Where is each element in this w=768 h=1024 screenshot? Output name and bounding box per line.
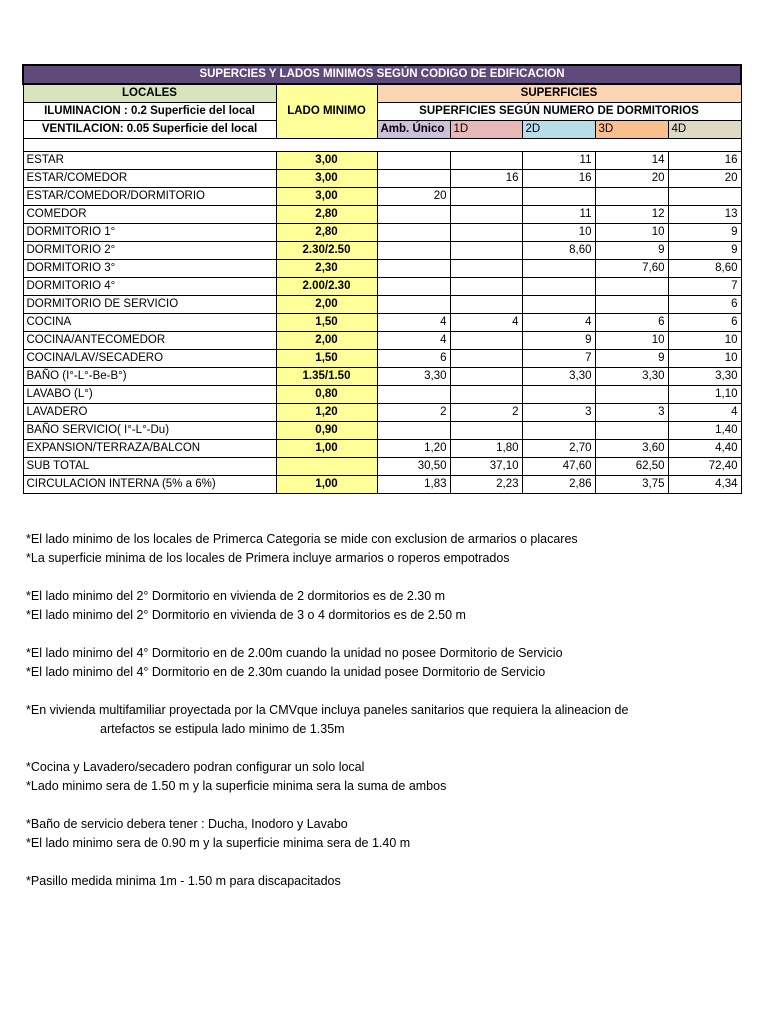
value-cell — [377, 422, 450, 440]
local-cell: COCINA/ANTECOMEDOR — [23, 332, 276, 350]
value-cell — [377, 206, 450, 224]
local-cell: DORMITORIO 1° — [23, 224, 276, 242]
value-cell: 3,30 — [595, 368, 668, 386]
value-cell — [595, 422, 668, 440]
value-cell: 9 — [668, 242, 741, 260]
value-cell — [450, 206, 522, 224]
lado-cell: 3,00 — [276, 170, 377, 188]
locales-header: LOCALES — [23, 84, 276, 103]
value-cell: 9 — [595, 350, 668, 368]
value-cell — [377, 386, 450, 404]
local-cell: DORMITORIO 3° — [23, 260, 276, 278]
lado-cell: 0,90 — [276, 422, 377, 440]
lado-cell: 1.35/1.50 — [276, 368, 377, 386]
note: *El lado minimo del 2° Dormitorio en vivienda de 3 o 4 dormitorios es de 2.50 m — [26, 608, 466, 622]
value-cell — [450, 368, 522, 386]
table-row — [23, 440, 741, 458]
value-cell: 4 — [450, 314, 522, 332]
value-cell: 72,40 — [668, 458, 741, 476]
value-cell: 3,30 — [377, 368, 450, 386]
table-row — [23, 350, 741, 368]
table-row — [23, 314, 741, 332]
value-cell — [522, 422, 595, 440]
iluminacion-label: ILUMINACION : 0.2 Superficie del local — [23, 103, 276, 121]
value-cell: 3,60 — [595, 440, 668, 458]
value-cell — [595, 188, 668, 206]
value-cell — [450, 350, 522, 368]
local-cell: EXPANSION/TERRAZA/BALCON — [23, 440, 276, 458]
value-cell: 16 — [522, 170, 595, 188]
note: *La superficie minima de los locales de Primera incluye armarios o roperos empotrados — [26, 551, 510, 565]
lado-cell: 1,20 — [276, 404, 377, 422]
lado-cell: 2.30/2.50 — [276, 242, 377, 260]
value-cell: 7 — [668, 278, 741, 296]
note: *El lado minimo de los locales de Primerca Categoria se mide con exclusion de armarios o placares — [26, 532, 578, 546]
local-cell: DORMITORIO DE SERVICIO — [23, 296, 276, 314]
superficies-table — [22, 64, 742, 494]
value-cell — [595, 386, 668, 404]
value-cell: 3,30 — [522, 368, 595, 386]
value-cell — [450, 332, 522, 350]
local-cell: SUB TOTAL — [23, 458, 276, 476]
local-cell: DORMITORIO 2° — [23, 242, 276, 260]
table-row — [23, 296, 741, 314]
value-cell: 4,40 — [668, 440, 741, 458]
value-cell — [450, 188, 522, 206]
value-cell: 30,50 — [377, 458, 450, 476]
lado-cell: 1,00 — [276, 440, 377, 458]
table-title: SUPERCIES Y LADOS MINIMOS SEGÚN CODIGO DE EDIFICACION — [23, 65, 741, 84]
note: *El lado minimo del 2° Dormitorio en vivienda de 2 dormitorios es de 2.30 m — [26, 589, 446, 603]
value-cell: 8,60 — [522, 242, 595, 260]
value-cell — [450, 260, 522, 278]
lado-cell: 3,00 — [276, 152, 377, 170]
value-cell: 7 — [522, 350, 595, 368]
local-cell: LAVADERO — [23, 404, 276, 422]
value-cell: 12 — [595, 206, 668, 224]
value-cell — [595, 296, 668, 314]
value-cell: 47,60 — [522, 458, 595, 476]
note: *El lado minimo del 4° Dormitorio en de 2.00m cuando la unidad no posee Dormitorio de Servicio — [26, 646, 563, 660]
value-cell — [377, 278, 450, 296]
value-cell: 3 — [522, 404, 595, 422]
value-cell: 2,23 — [450, 476, 522, 494]
value-cell: 10 — [668, 350, 741, 368]
value-cell — [450, 152, 522, 170]
value-cell: 20 — [668, 170, 741, 188]
value-cell: 14 — [595, 152, 668, 170]
table-body — [23, 152, 741, 494]
value-cell — [377, 224, 450, 242]
value-cell — [377, 296, 450, 314]
lado-cell: 2,80 — [276, 224, 377, 242]
value-cell — [522, 188, 595, 206]
lado-cell: 1,00 — [276, 476, 377, 494]
value-cell: 11 — [522, 206, 595, 224]
table-row — [23, 260, 741, 278]
value-cell: 3 — [595, 404, 668, 422]
value-cell: 2 — [450, 404, 522, 422]
value-cell: 10 — [668, 332, 741, 350]
table-row — [23, 278, 741, 296]
value-cell: 1,40 — [668, 422, 741, 440]
col-amb-unico: Amb. Único — [377, 121, 450, 139]
value-cell: 2,70 — [522, 440, 595, 458]
value-cell — [450, 386, 522, 404]
value-cell — [522, 260, 595, 278]
value-cell: 4 — [377, 314, 450, 332]
value-cell: 6 — [668, 296, 741, 314]
value-cell: 1,80 — [450, 440, 522, 458]
value-cell — [450, 242, 522, 260]
value-cell — [377, 170, 450, 188]
lado-cell — [276, 458, 377, 476]
value-cell: 8,60 — [668, 260, 741, 278]
note: *Baño de servicio debera tener : Ducha, Inodoro y Lavabo — [26, 817, 348, 831]
table-row — [23, 386, 741, 404]
value-cell: 20 — [595, 170, 668, 188]
value-cell: 62,50 — [595, 458, 668, 476]
table-row — [23, 206, 741, 224]
local-cell: ESTAR/COMEDOR — [23, 170, 276, 188]
value-cell — [668, 188, 741, 206]
value-cell: 9 — [595, 242, 668, 260]
table-row — [23, 242, 741, 260]
local-cell: ESTAR/COMEDOR/DORMITORIO — [23, 188, 276, 206]
local-cell: BAÑO (I°-L°-Be-B°) — [23, 368, 276, 386]
local-cell: COMEDOR — [23, 206, 276, 224]
value-cell: 13 — [668, 206, 741, 224]
value-cell — [377, 242, 450, 260]
value-cell — [377, 152, 450, 170]
lado-cell: 2.00/2.30 — [276, 278, 377, 296]
value-cell: 1,10 — [668, 386, 741, 404]
lado-cell: 2,30 — [276, 260, 377, 278]
local-cell: COCINA/LAV/SECADERO — [23, 350, 276, 368]
note: *En vivienda multifamiliar proyectada por la CMVque incluya paneles sanitarios que requiera la alineacion de — [26, 703, 629, 717]
lado-minimo-header: LADO MINIMO — [276, 84, 377, 139]
value-cell: 6 — [377, 350, 450, 368]
table-row — [23, 368, 741, 386]
value-cell: 37,10 — [450, 458, 522, 476]
value-cell — [595, 278, 668, 296]
value-cell: 10 — [595, 332, 668, 350]
col-3d: 3D — [595, 121, 668, 139]
table-row — [23, 476, 741, 494]
value-cell: 4 — [522, 314, 595, 332]
value-cell: 9 — [668, 224, 741, 242]
table-row — [23, 224, 741, 242]
col-1d: 1D — [450, 121, 522, 139]
value-cell — [450, 296, 522, 314]
value-cell: 20 — [377, 188, 450, 206]
table-row — [23, 458, 741, 476]
value-cell — [522, 278, 595, 296]
table-row — [23, 404, 741, 422]
table-row — [23, 188, 741, 206]
local-cell: CIRCULACION INTERNA (5% a 6%) — [23, 476, 276, 494]
value-cell: 11 — [522, 152, 595, 170]
notes — [26, 530, 746, 891]
table-row — [23, 152, 741, 170]
note: *Pasillo medida minima 1m - 1.50 m para discapacitados — [26, 874, 341, 888]
lado-cell: 2,00 — [276, 332, 377, 350]
lado-cell: 2,00 — [276, 296, 377, 314]
value-cell: 2 — [377, 404, 450, 422]
value-cell — [377, 260, 450, 278]
value-cell: 6 — [595, 314, 668, 332]
lado-cell: 1,50 — [276, 350, 377, 368]
lado-cell: 0,80 — [276, 386, 377, 404]
local-cell: ESTAR — [23, 152, 276, 170]
spacer-row — [23, 139, 741, 152]
local-cell: COCINA — [23, 314, 276, 332]
table-row — [23, 332, 741, 350]
local-cell: DORMITORIO 4° — [23, 278, 276, 296]
value-cell: 9 — [522, 332, 595, 350]
local-cell: BAÑO SERVICIO( I°-L°-Du) — [23, 422, 276, 440]
note: *Cocina y Lavadero/secadero podran configurar un solo local — [26, 760, 365, 774]
lado-cell: 2,80 — [276, 206, 377, 224]
ventilacion-label: VENTILACION: 0.05 Superficie del local — [23, 121, 276, 139]
value-cell: 2,86 — [522, 476, 595, 494]
value-cell: 1,20 — [377, 440, 450, 458]
value-cell: 1,83 — [377, 476, 450, 494]
superficies-header: SUPERFICIES — [377, 84, 741, 103]
value-cell: 4 — [668, 404, 741, 422]
value-cell — [450, 224, 522, 242]
value-cell: 3,75 — [595, 476, 668, 494]
lado-cell: 1,50 — [276, 314, 377, 332]
value-cell — [450, 278, 522, 296]
note: artefactos se estipula lado minimo de 1.35m — [100, 722, 345, 736]
value-cell: 16 — [668, 152, 741, 170]
value-cell: 4,34 — [668, 476, 741, 494]
value-cell: 4 — [377, 332, 450, 350]
table-row — [23, 422, 741, 440]
superficies-sub-header: SUPERFICIES SEGÚN NUMERO DE DORMITORIOS — [377, 103, 741, 121]
value-cell: 3,30 — [668, 368, 741, 386]
value-cell: 16 — [450, 170, 522, 188]
value-cell: 10 — [522, 224, 595, 242]
value-cell — [450, 422, 522, 440]
col-4d: 4D — [668, 121, 741, 139]
value-cell: 7,60 — [595, 260, 668, 278]
lado-cell: 3,00 — [276, 188, 377, 206]
note: *El lado minimo del 4° Dormitorio en de 2.30m cuando la unidad posee Dormitorio de Servicio — [26, 665, 546, 679]
note: *El lado minimo sera de 0.90 m y la superficie minima sera de 1.40 m — [26, 836, 411, 850]
note: *Lado minimo sera de 1.50 m y la superficie minima sera la suma de ambos — [26, 779, 447, 793]
value-cell — [522, 386, 595, 404]
value-cell — [522, 296, 595, 314]
value-cell: 6 — [668, 314, 741, 332]
local-cell: LAVABO (L°) — [23, 386, 276, 404]
col-2d: 2D — [522, 121, 595, 139]
table-row — [23, 170, 741, 188]
value-cell: 10 — [595, 224, 668, 242]
